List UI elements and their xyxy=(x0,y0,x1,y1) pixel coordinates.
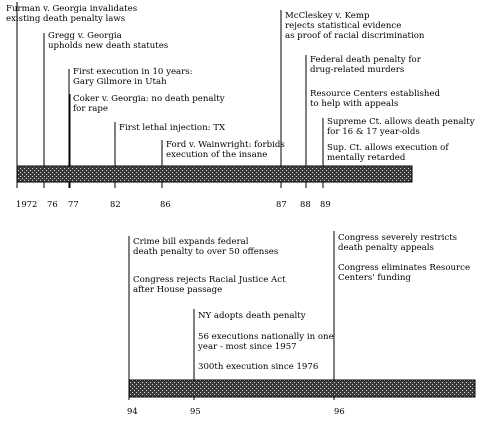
tick-label: 82 xyxy=(110,199,121,209)
tick-label: 96 xyxy=(334,406,345,416)
event-label: 56 executions nationally in one year - most since 1957 xyxy=(198,332,334,352)
tick-label: 94 xyxy=(127,406,138,416)
event-label: Furman v. Georgia invalidates existing death penalty laws xyxy=(6,4,138,24)
event-label: First lethal injection: TX xyxy=(119,123,226,133)
event-label: Congress rejects Racial Justice Act after House passage xyxy=(133,275,286,295)
timeline-1-bar xyxy=(17,166,412,182)
tick-label: 95 xyxy=(190,406,201,416)
timeline-2-bar xyxy=(129,380,475,397)
event-label: Gregg v. Georgia upholds new death statutes xyxy=(48,31,169,51)
tick-label: 76 xyxy=(47,199,58,209)
tick-label: 89 xyxy=(320,199,331,209)
event-label: Sup. Ct. allows execution of mentally retarded xyxy=(327,143,449,163)
tick-label: 87 xyxy=(276,199,287,209)
event-label: 300th execution since 1976 xyxy=(198,362,319,372)
event-label: Federal death penalty for drug-related murders xyxy=(310,55,421,75)
tick-label: 77 xyxy=(68,199,79,209)
tick-label: 1972 xyxy=(16,199,38,209)
event-label: Coker v. Georgia: no death penalty for rape xyxy=(73,94,225,114)
event-label: NY adopts death penalty xyxy=(198,311,306,321)
event-label: Ford v. Wainwright: forbids execution of the insane xyxy=(166,140,285,160)
event-label: Crime bill expands federal death penalty to over 50 offenses xyxy=(133,237,279,257)
tick-label: 88 xyxy=(300,199,311,209)
event-label: Congress severely restricts death penalty appeals xyxy=(338,233,458,253)
timeline-2 xyxy=(127,231,475,416)
event-label: Resource Centers established to help with appeals xyxy=(310,89,441,109)
timeline-1 xyxy=(6,2,477,209)
event-label: McCleskey v. Kemp rejects statistical evidence as proof of racial discrimination xyxy=(285,11,425,41)
event-label: Congress eliminates Resource Centers' funding xyxy=(338,263,471,283)
event-label: First execution in 10 years: Gary Gilmore in Utah xyxy=(73,67,193,87)
tick-label: 86 xyxy=(160,199,171,209)
event-label: Supreme Ct. allows death penalty for 16 & 17 year-olds xyxy=(327,117,475,137)
